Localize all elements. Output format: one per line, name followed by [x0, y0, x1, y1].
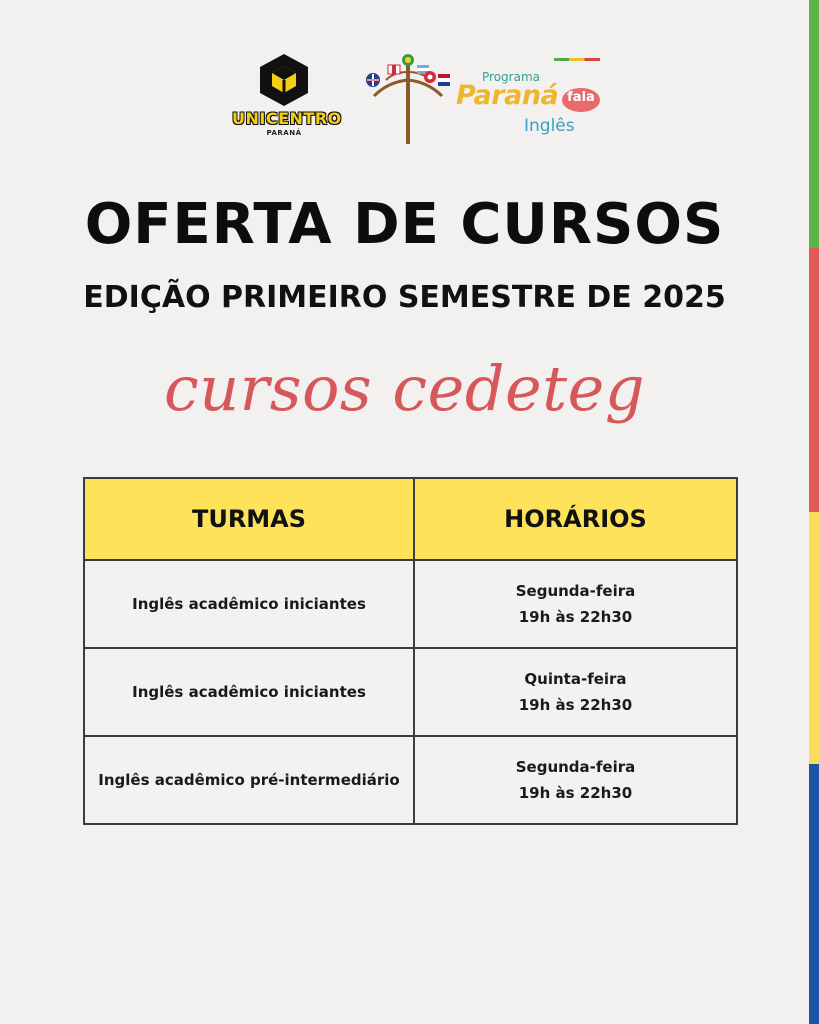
unicentro-state: PARANÁ: [266, 129, 302, 137]
horario-cell: [414, 736, 737, 824]
turma-cell: Inglês acadêmico pré-intermediário: [84, 736, 414, 824]
program-fala: fala: [567, 90, 595, 105]
horario-day: Segunda-feira: [515, 758, 636, 776]
horario-cell: [414, 648, 737, 736]
horario-time: 19h às 22h30: [518, 608, 633, 626]
program-label: Programa: [482, 70, 540, 84]
side-stripe-green: [809, 0, 819, 248]
program-parana: Paraná: [456, 80, 559, 111]
table-row: [84, 560, 737, 648]
column-header-horarios: HORÁRIOS: [414, 478, 737, 560]
turma-cell: Inglês acadêmico iniciantes: [84, 560, 414, 648]
horario-time: 19h às 22h30: [518, 696, 633, 714]
campus-heading: cursos cedeteg: [163, 352, 646, 425]
unicentro-cube-icon: [258, 52, 310, 108]
side-stripe-yellow: [809, 512, 819, 764]
parana-fala-ingles-logo: [362, 50, 612, 150]
araucaria-tree-icon: [362, 50, 454, 150]
side-stripe-red: [809, 248, 819, 512]
horario-day: Quinta-feira: [524, 670, 627, 688]
column-header-turmas: TURMAS: [84, 478, 414, 560]
horario-time: 19h às 22h30: [518, 784, 633, 802]
page-title: OFERTA DE CURSOS: [84, 192, 725, 257]
side-stripe-blue: [809, 764, 819, 1024]
horario-day: Segunda-feira: [515, 582, 636, 600]
horario-cell: [414, 560, 737, 648]
unicentro-name: UNICENTRO: [232, 109, 342, 128]
table-row: [84, 736, 737, 824]
flag-color-bar: [554, 58, 600, 61]
unicentro-logo: [232, 52, 342, 137]
program-ingles: Inglês: [524, 116, 575, 136]
turma-cell: Inglês acadêmico iniciantes: [84, 648, 414, 736]
schedule-table: [83, 477, 738, 825]
table-row: [84, 648, 737, 736]
table-header-row: [84, 478, 737, 560]
page-subtitle: EDIÇÃO PRIMEIRO SEMESTRE DE 2025: [83, 280, 726, 315]
